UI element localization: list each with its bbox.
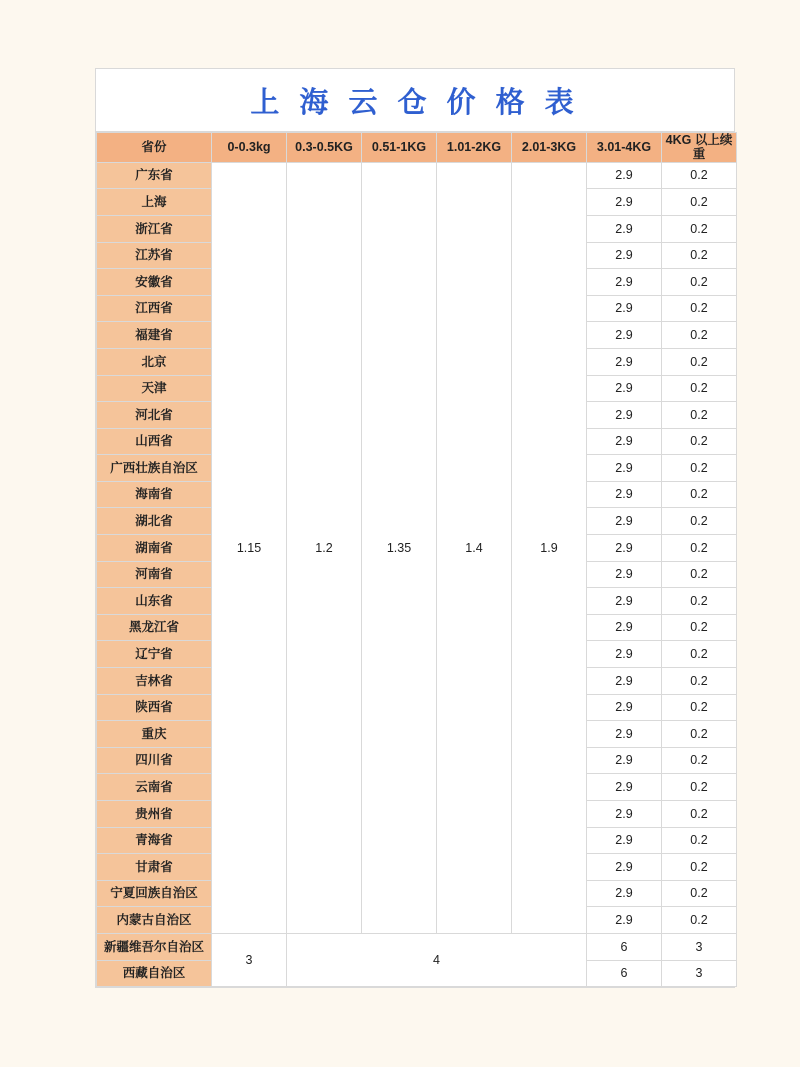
- price-extra-cell: 0.2: [662, 481, 737, 508]
- table-row: [97, 162, 737, 189]
- merged-price-cell-4: 1.9: [512, 162, 587, 933]
- province-cell: 河南省: [97, 561, 212, 588]
- province-cell: 上海: [97, 189, 212, 216]
- merged-price-cell-0: 1.15: [212, 162, 287, 933]
- province-cell: 云南省: [97, 774, 212, 801]
- price-extra-cell: 3: [662, 933, 737, 960]
- price-3-4kg-cell: 2.9: [587, 561, 662, 588]
- header-weight-1.01-2kg: 1.01-2KG: [437, 133, 512, 163]
- price-extra-cell: 0.2: [662, 242, 737, 269]
- price-3-4kg-cell: 2.9: [587, 774, 662, 801]
- table-title-row: [96, 69, 734, 132]
- price-3-4kg-cell: 2.9: [587, 348, 662, 375]
- remote-mid-weight-cell: 4: [287, 933, 587, 986]
- remote-first-weight-cell: 3: [212, 933, 287, 986]
- price-table-sheet: [95, 68, 735, 988]
- price-3-4kg-cell: 2.9: [587, 907, 662, 934]
- price-3-4kg-cell: 2.9: [587, 694, 662, 721]
- price-3-4kg-cell: 2.9: [587, 402, 662, 429]
- header-weight-2.01-3kg: 2.01-3KG: [512, 133, 587, 163]
- price-3-4kg-cell: 2.9: [587, 215, 662, 242]
- header-weight-0.3-0.5kg: 0.3-0.5KG: [287, 133, 362, 163]
- price-3-4kg-cell: 2.9: [587, 162, 662, 189]
- price-3-4kg-cell: 2.9: [587, 455, 662, 482]
- province-cell: 西藏自治区: [97, 960, 212, 987]
- price-extra-cell: 0.2: [662, 721, 737, 748]
- price-3-4kg-cell: 2.9: [587, 668, 662, 695]
- price-extra-cell: 0.2: [662, 614, 737, 641]
- price-extra-cell: 0.2: [662, 801, 737, 828]
- province-cell: 辽宁省: [97, 641, 212, 668]
- price-extra-cell: 3: [662, 960, 737, 987]
- price-3-4kg-cell: 2.9: [587, 614, 662, 641]
- province-cell: 山东省: [97, 588, 212, 615]
- price-extra-cell: 0.2: [662, 561, 737, 588]
- price-extra-cell: 0.2: [662, 668, 737, 695]
- price-3-4kg-cell: 2.9: [587, 827, 662, 854]
- province-cell: 江苏省: [97, 242, 212, 269]
- price-extra-cell: 0.2: [662, 295, 737, 322]
- price-extra-cell: 0.2: [662, 322, 737, 349]
- header-row: [97, 133, 737, 163]
- price-3-4kg-cell: 2.9: [587, 269, 662, 296]
- price-3-4kg-cell: 2.9: [587, 322, 662, 349]
- price-3-4kg-cell: 2.9: [587, 721, 662, 748]
- table-body: [97, 162, 737, 986]
- province-cell: 安徽省: [97, 269, 212, 296]
- province-cell: 青海省: [97, 827, 212, 854]
- price-3-4kg-cell: 2.9: [587, 880, 662, 907]
- merged-price-cell-3: 1.4: [437, 162, 512, 933]
- price-extra-cell: 0.2: [662, 215, 737, 242]
- price-extra-cell: 0.2: [662, 880, 737, 907]
- price-3-4kg-cell: 2.9: [587, 641, 662, 668]
- header-extra-weight: 4KG 以上续重: [662, 133, 737, 163]
- price-extra-cell: 0.2: [662, 428, 737, 455]
- price-3-4kg-cell: 2.9: [587, 375, 662, 402]
- merged-price-cell-2: 1.35: [362, 162, 437, 933]
- price-3-4kg-cell: 2.9: [587, 242, 662, 269]
- price-table: [96, 132, 737, 987]
- province-cell: 河北省: [97, 402, 212, 429]
- province-cell: 北京: [97, 348, 212, 375]
- price-3-4kg-cell: 6: [587, 933, 662, 960]
- page-title: 上 海 云 仓 价 格 表: [250, 86, 580, 119]
- price-extra-cell: 0.2: [662, 508, 737, 535]
- price-3-4kg-cell: 2.9: [587, 189, 662, 216]
- province-cell: 四川省: [97, 747, 212, 774]
- province-cell: 贵州省: [97, 801, 212, 828]
- province-cell: 重庆: [97, 721, 212, 748]
- price-extra-cell: 0.2: [662, 907, 737, 934]
- price-3-4kg-cell: 2.9: [587, 481, 662, 508]
- price-3-4kg-cell: 2.9: [587, 801, 662, 828]
- province-cell: 湖北省: [97, 508, 212, 535]
- province-cell: 甘肃省: [97, 854, 212, 881]
- price-extra-cell: 0.2: [662, 162, 737, 189]
- price-extra-cell: 0.2: [662, 402, 737, 429]
- merged-price-cell-1: 1.2: [287, 162, 362, 933]
- price-3-4kg-cell: 2.9: [587, 295, 662, 322]
- header-weight-0.51-1kg: 0.51-1KG: [362, 133, 437, 163]
- price-extra-cell: 0.2: [662, 854, 737, 881]
- province-cell: 吉林省: [97, 668, 212, 695]
- province-cell: 天津: [97, 375, 212, 402]
- price-extra-cell: 0.2: [662, 269, 737, 296]
- price-extra-cell: 0.2: [662, 375, 737, 402]
- price-3-4kg-cell: 2.9: [587, 854, 662, 881]
- price-extra-cell: 0.2: [662, 535, 737, 562]
- province-cell: 内蒙古自治区: [97, 907, 212, 934]
- price-3-4kg-cell: 2.9: [587, 535, 662, 562]
- province-cell: 广西壮族自治区: [97, 455, 212, 482]
- province-cell: 浙江省: [97, 215, 212, 242]
- header-province: 省份: [97, 133, 212, 163]
- price-extra-cell: 0.2: [662, 774, 737, 801]
- price-3-4kg-cell: 2.9: [587, 508, 662, 535]
- price-extra-cell: 0.2: [662, 455, 737, 482]
- table-row: [97, 933, 737, 960]
- price-extra-cell: 0.2: [662, 827, 737, 854]
- price-extra-cell: 0.2: [662, 189, 737, 216]
- price-extra-cell: 0.2: [662, 694, 737, 721]
- price-3-4kg-cell: 2.9: [587, 428, 662, 455]
- price-3-4kg-cell: 2.9: [587, 747, 662, 774]
- price-extra-cell: 0.2: [662, 348, 737, 375]
- province-cell: 陕西省: [97, 694, 212, 721]
- province-cell: 江西省: [97, 295, 212, 322]
- province-cell: 广东省: [97, 162, 212, 189]
- price-extra-cell: 0.2: [662, 747, 737, 774]
- header-weight-3.01-4kg: 3.01-4KG: [587, 133, 662, 163]
- price-3-4kg-cell: 2.9: [587, 588, 662, 615]
- header-weight-0-0.3kg: 0-0.3kg: [212, 133, 287, 163]
- province-cell: 新疆维吾尔自治区: [97, 933, 212, 960]
- province-cell: 湖南省: [97, 535, 212, 562]
- province-cell: 黑龙江省: [97, 614, 212, 641]
- price-3-4kg-cell: 6: [587, 960, 662, 987]
- price-extra-cell: 0.2: [662, 588, 737, 615]
- province-cell: 山西省: [97, 428, 212, 455]
- table-header: [97, 133, 737, 163]
- province-cell: 宁夏回族自治区: [97, 880, 212, 907]
- province-cell: 海南省: [97, 481, 212, 508]
- province-cell: 福建省: [97, 322, 212, 349]
- price-extra-cell: 0.2: [662, 641, 737, 668]
